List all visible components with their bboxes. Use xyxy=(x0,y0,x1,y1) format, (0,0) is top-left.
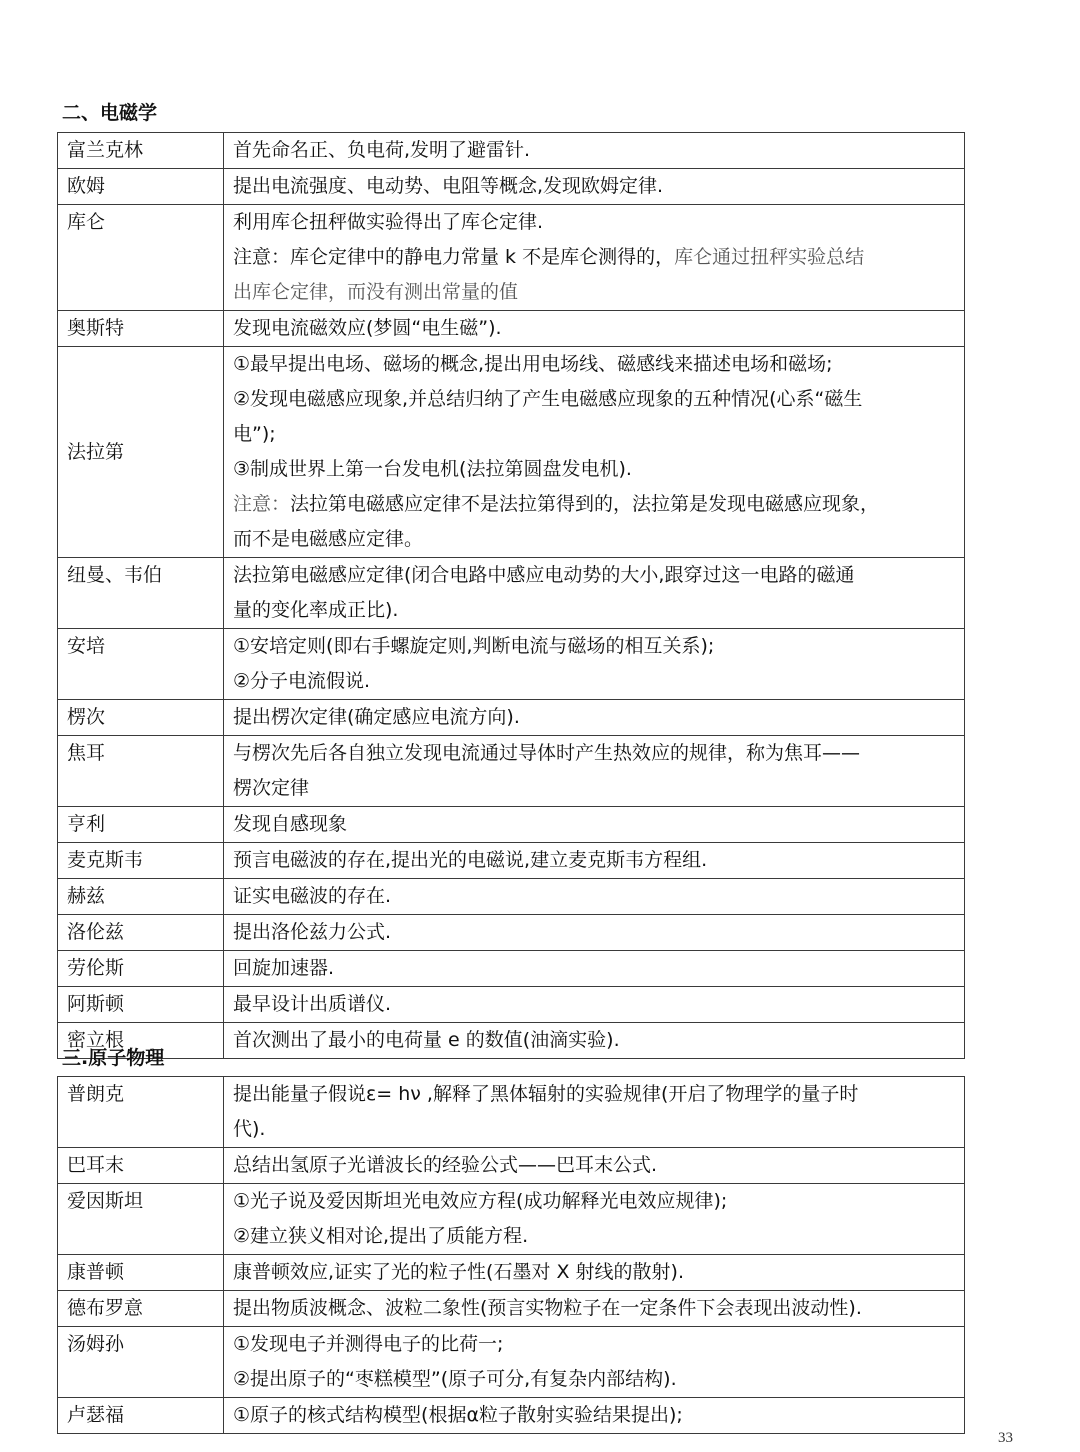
text-segment: 证实电磁波的存在. xyxy=(233,885,392,907)
contribution-line xyxy=(233,879,955,914)
contribution-line xyxy=(233,1148,955,1183)
table-row xyxy=(58,205,965,311)
contribution-line xyxy=(233,1255,955,1290)
text-segment: 提出楞次定律(确定感应电流方向). xyxy=(233,706,520,728)
table-row xyxy=(58,629,965,700)
text-segment: 康普顿效应,证实了光的粒子性(石墨对 X 射线的散射). xyxy=(233,1261,685,1283)
text-segment: 库仑通过扭秤实验总结 xyxy=(674,246,865,268)
scientist-name: 爱因斯坦 xyxy=(58,1184,224,1255)
text-segment: 注意：库仑定律中的静电力常量 k 不是库仑测得的， xyxy=(233,246,675,268)
contribution-line xyxy=(233,558,955,593)
text-segment: ②提出原子的“枣糕模型”(原子可分,有复杂内部结构). xyxy=(233,1368,677,1390)
contribution-line xyxy=(233,311,955,346)
contribution-cell xyxy=(224,133,965,169)
contribution-line xyxy=(233,1362,955,1397)
scientist-name: 焦耳 xyxy=(58,736,224,807)
section-heading-electromagnetism: 二、电磁学 xyxy=(62,102,158,124)
scientist-name: 普朗克 xyxy=(58,1077,224,1148)
table-row xyxy=(58,951,965,987)
scientist-name: 欧姆 xyxy=(58,169,224,205)
contribution-line xyxy=(233,1327,955,1362)
table-row xyxy=(58,558,965,629)
contribution-line xyxy=(233,593,955,628)
table-row xyxy=(58,1327,965,1398)
text-segment: ①安培定则(即右手螺旋定则,判断电流与磁场的相互关系); xyxy=(233,635,715,657)
contribution-cell xyxy=(224,1184,965,1255)
contribution-line xyxy=(233,205,955,240)
text-segment: 注意： xyxy=(233,493,291,515)
contribution-cell xyxy=(224,1255,965,1291)
scientist-name: 奥斯特 xyxy=(58,311,224,347)
electromagnetism-table xyxy=(57,132,965,1059)
scientist-name: 阿斯顿 xyxy=(58,987,224,1023)
table-row xyxy=(58,1398,965,1434)
contribution-line xyxy=(233,452,955,487)
contribution-line xyxy=(233,133,955,168)
table-row xyxy=(58,1148,965,1184)
contribution-cell xyxy=(224,807,965,843)
table-row xyxy=(58,1184,965,1255)
atomic-physics-table xyxy=(57,1076,965,1434)
contribution-cell xyxy=(224,1077,965,1148)
scientist-name: 纽曼、韦伯 xyxy=(58,558,224,629)
scientist-name: 劳伦斯 xyxy=(58,951,224,987)
text-segment: 提出电流强度、电动势、电阻等概念,发现欧姆定律. xyxy=(233,175,664,197)
contribution-line xyxy=(233,951,955,986)
text-segment: 利用库仑扭秤做实验得出了库仑定律. xyxy=(233,211,544,233)
scientist-name: 赫兹 xyxy=(58,879,224,915)
text-segment: ①最早提出电场、磁场的概念,提出用电场线、磁感线来描述电场和磁场; xyxy=(233,353,833,375)
table-row xyxy=(58,169,965,205)
text-segment: 楞次定律 xyxy=(233,777,310,799)
scientist-name: 汤姆孙 xyxy=(58,1327,224,1398)
text-segment: 电”); xyxy=(233,423,276,445)
text-segment: 代). xyxy=(233,1118,266,1140)
table-row xyxy=(58,1023,965,1059)
contribution-line xyxy=(233,843,955,878)
text-segment: 与楞次先后各自独立发现电流通过导体时产生热效应的规律，称为焦耳—— xyxy=(233,742,861,764)
contribution-line xyxy=(233,771,955,806)
scientist-name: 巴耳末 xyxy=(58,1148,224,1184)
contribution-line xyxy=(233,807,955,842)
text-segment: 提出洛伦兹力公式. xyxy=(233,921,392,943)
contribution-cell xyxy=(224,951,965,987)
table-row xyxy=(58,311,965,347)
text-segment: 法拉第电磁感应定律(闭合电路中感应电动势的大小,跟穿过这一电路的磁通 xyxy=(233,564,855,586)
contribution-cell xyxy=(224,1398,965,1434)
scientist-name: 法拉第 xyxy=(58,347,224,558)
contribution-cell xyxy=(224,311,965,347)
contribution-line xyxy=(233,700,955,735)
text-segment: 总结出氢原子光谱波长的经验公式——巴耳末公式. xyxy=(233,1154,658,1176)
contribution-cell xyxy=(224,879,965,915)
table-row xyxy=(58,736,965,807)
table-row xyxy=(58,1255,965,1291)
text-segment: 而不是电磁感应定律。 xyxy=(233,528,424,550)
table-row xyxy=(58,987,965,1023)
table-row xyxy=(58,1291,965,1327)
contribution-line xyxy=(233,522,955,557)
contribution-cell xyxy=(224,347,965,558)
text-segment: 出库仑定律，而没有测出常量的值 xyxy=(233,281,519,303)
scientist-name: 卢瑟福 xyxy=(58,1398,224,1434)
table-row xyxy=(58,347,965,558)
text-segment: 提出物质波概念、波粒二象性(预言实物粒子在一定条件下会表现出波动性). xyxy=(233,1297,862,1319)
contribution-line xyxy=(233,1112,955,1147)
contribution-cell xyxy=(224,843,965,879)
text-segment: ③制成世界上第一台发电机(法拉第圆盘发电机). xyxy=(233,458,632,480)
contribution-cell xyxy=(224,1327,965,1398)
table-row xyxy=(58,700,965,736)
contribution-cell xyxy=(224,205,965,311)
contribution-cell xyxy=(224,987,965,1023)
scientist-name: 楞次 xyxy=(58,700,224,736)
contribution-line xyxy=(233,382,955,417)
scientist-name: 麦克斯韦 xyxy=(58,843,224,879)
contribution-line xyxy=(233,736,955,771)
scientist-name: 库仑 xyxy=(58,205,224,311)
scientist-name: 洛伦兹 xyxy=(58,915,224,951)
contribution-line xyxy=(233,347,955,382)
table-row xyxy=(58,807,965,843)
section-heading-atomic-physics: 三.原子物理 xyxy=(62,1047,165,1069)
contribution-line xyxy=(233,169,955,204)
text-segment: ②建立狭义相对论,提出了质能方程. xyxy=(233,1225,529,1247)
text-segment: 发现电流磁效应(梦圆“电生磁”). xyxy=(233,317,502,339)
page-number: 33 xyxy=(998,1430,1013,1446)
contribution-line xyxy=(233,1291,955,1326)
scientist-name: 安培 xyxy=(58,629,224,700)
scientist-name: 德布罗意 xyxy=(58,1291,224,1327)
table-row xyxy=(58,1077,965,1148)
contribution-cell xyxy=(224,1023,965,1059)
contribution-cell xyxy=(224,700,965,736)
contribution-line xyxy=(233,664,955,699)
text-segment: 发现自感现象 xyxy=(233,813,348,835)
text-segment: ①发现电子并测得电子的比荷一; xyxy=(233,1333,504,1355)
contribution-cell xyxy=(224,629,965,700)
contribution-line xyxy=(233,915,955,950)
contribution-line xyxy=(233,417,955,452)
contribution-cell xyxy=(224,169,965,205)
contribution-cell xyxy=(224,736,965,807)
contribution-line xyxy=(233,1398,955,1433)
contribution-line xyxy=(233,487,955,522)
contribution-cell xyxy=(224,915,965,951)
contribution-cell xyxy=(224,1291,965,1327)
text-segment: 最早设计出质谱仪. xyxy=(233,993,392,1015)
scientist-name: 富兰克林 xyxy=(58,133,224,169)
contribution-line xyxy=(233,1184,955,1219)
text-segment: 提出能量子假说ε= hν ,解释了黑体辐射的实验规律(开启了物理学的量子时 xyxy=(233,1083,859,1105)
contribution-line xyxy=(233,1023,955,1058)
scientist-name: 康普顿 xyxy=(58,1255,224,1291)
contribution-line xyxy=(233,240,955,275)
text-segment: 法拉第电磁感应定律不是法拉第得到的，法拉第是发现电磁感应现象， xyxy=(290,493,880,515)
text-segment: ②发现电磁感应现象,并总结归纳了产生电磁感应现象的五种情况(心系“磁生 xyxy=(233,388,863,410)
table-row xyxy=(58,843,965,879)
text-segment: 量的变化率成正比). xyxy=(233,599,399,621)
contribution-line xyxy=(233,987,955,1022)
text-segment: 首先命名正、负电荷,发明了避雷针. xyxy=(233,139,531,161)
text-segment: 预言电磁波的存在,提出光的电磁说,建立麦克斯韦方程组. xyxy=(233,849,708,871)
table-row xyxy=(58,879,965,915)
table-row xyxy=(58,915,965,951)
text-segment: 首次测出了最小的电荷量 e 的数值(油滴实验). xyxy=(233,1029,620,1051)
scientist-name: 亨利 xyxy=(58,807,224,843)
contribution-cell xyxy=(224,1148,965,1184)
contribution-cell xyxy=(224,558,965,629)
contribution-line xyxy=(233,275,955,310)
contribution-line xyxy=(233,629,955,664)
text-segment: ①原子的核式结构模型(根据α粒子散射实验结果提出); xyxy=(233,1404,683,1426)
text-segment: ②分子电流假说. xyxy=(233,670,371,692)
table-row xyxy=(58,133,965,169)
scientist-name: 密立根 xyxy=(58,1023,224,1059)
text-segment: ①光子说及爱因斯坦光电效应方程(成功解释光电效应规律); xyxy=(233,1190,728,1212)
text-segment: 回旋加速器. xyxy=(233,957,335,979)
contribution-line xyxy=(233,1219,955,1254)
contribution-line xyxy=(233,1077,955,1112)
